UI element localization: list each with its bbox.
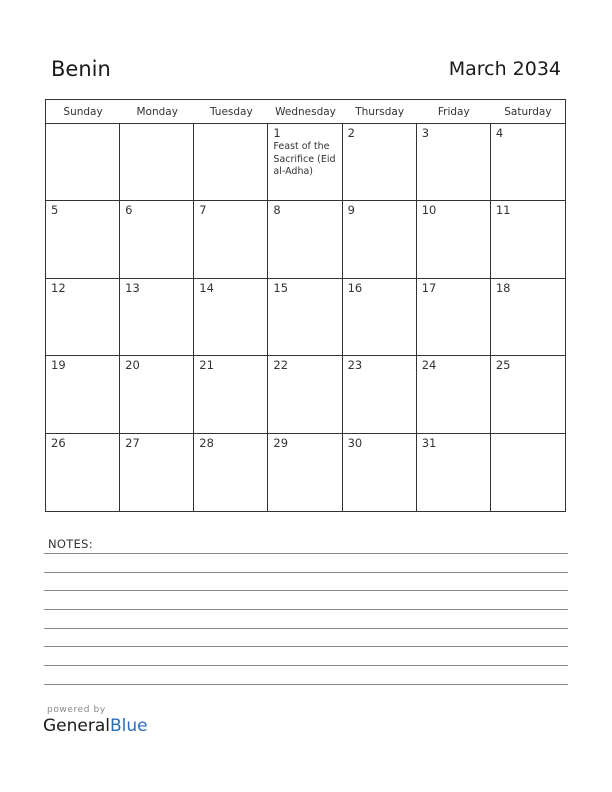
- day-cell: [46, 201, 120, 278]
- note-line: [44, 609, 568, 610]
- day-cell: [46, 279, 120, 356]
- day-cell: [491, 434, 565, 511]
- generalblue-logo: [43, 716, 148, 736]
- day-cell: [194, 356, 268, 433]
- day-number: 16: [347, 280, 363, 295]
- day-number: 23: [347, 358, 363, 373]
- day-number: 7: [199, 203, 207, 218]
- logo-general: General: [43, 716, 110, 736]
- day-cell: [120, 279, 194, 356]
- day-cell: [268, 434, 342, 511]
- day-number: 9: [347, 203, 355, 218]
- day-cell: [417, 434, 491, 511]
- calendar-days: [46, 124, 565, 511]
- day-number: 18: [495, 280, 511, 295]
- day-cell: [194, 279, 268, 356]
- day-cell: [120, 356, 194, 433]
- day-cell: [46, 356, 120, 433]
- day-number: 6: [125, 203, 133, 218]
- day-cell: [491, 124, 565, 201]
- note-line: [44, 665, 568, 666]
- weekday-wednesday: Wednesday: [275, 106, 336, 118]
- day-cell: [417, 201, 491, 278]
- weekday-sunday: Sunday: [63, 106, 103, 118]
- note-line: [44, 590, 568, 591]
- day-cell: [268, 279, 342, 356]
- day-cell: [120, 124, 194, 201]
- day-number: 19: [51, 358, 66, 373]
- day-cell: [194, 434, 268, 511]
- day-cell: [120, 434, 194, 511]
- day-cell: [268, 124, 342, 201]
- day-number: 28: [199, 435, 214, 450]
- holiday-event: Feast of the Sacrifice (Eid al-Adha): [273, 141, 336, 177]
- day-number: 1: [273, 126, 281, 140]
- day-number: 31: [421, 435, 437, 450]
- notes-label: NOTES:: [48, 537, 93, 551]
- day-number: 24: [421, 358, 437, 373]
- day-number: 2: [347, 126, 355, 140]
- weekday-header-row: [46, 100, 565, 124]
- powered-by-text: powered by: [47, 705, 106, 715]
- day-cell: [268, 356, 342, 433]
- day-cell: [343, 279, 417, 356]
- day-number: 12: [51, 280, 66, 295]
- weekday-tuesday: Tuesday: [209, 106, 253, 118]
- day-number: 11: [495, 203, 511, 218]
- day-number: 15: [273, 280, 289, 295]
- note-line: [44, 684, 568, 685]
- day-number: 21: [199, 358, 214, 373]
- weekday-monday: Monday: [136, 106, 178, 118]
- day-number: 17: [421, 280, 437, 295]
- calendar-grid: [45, 99, 566, 512]
- day-number: 30: [347, 435, 363, 450]
- month-title: March 2034: [448, 58, 561, 80]
- day-number: 4: [495, 126, 504, 140]
- day-number: 14: [199, 280, 214, 295]
- day-number: 3: [421, 126, 430, 140]
- day-cell: [343, 356, 417, 433]
- weekday-thursday: Thursday: [355, 106, 405, 118]
- day-cell: [120, 201, 194, 278]
- weekday-saturday: Saturday: [504, 106, 552, 118]
- note-line: [44, 572, 568, 573]
- day-number: 5: [51, 203, 59, 218]
- day-number: 8: [273, 203, 281, 218]
- day-cell: [194, 124, 268, 201]
- day-number: 22: [273, 358, 289, 373]
- day-cell: [417, 124, 491, 201]
- day-number: 29: [273, 435, 289, 450]
- day-cell: [417, 279, 491, 356]
- day-cell: [194, 201, 268, 278]
- day-cell: [343, 434, 417, 511]
- day-cell: [491, 279, 565, 356]
- day-number: 20: [125, 358, 140, 373]
- logo-blue: Blue: [110, 716, 148, 736]
- day-number: 27: [125, 435, 140, 450]
- day-cell: [268, 201, 342, 278]
- day-cell: [46, 124, 120, 201]
- weekday-friday: Friday: [437, 106, 470, 118]
- note-line: [44, 553, 568, 554]
- note-line: [44, 646, 568, 647]
- day-number: 13: [125, 280, 140, 295]
- day-number: 26: [51, 435, 66, 450]
- note-line: [44, 628, 568, 629]
- day-cell: [343, 124, 417, 201]
- day-cell: [491, 356, 565, 433]
- day-cell: [343, 201, 417, 278]
- day-number: 25: [495, 358, 511, 373]
- day-number: 10: [421, 203, 437, 218]
- day-cell: [417, 356, 491, 433]
- country-title: Benin: [51, 57, 111, 81]
- day-cell: [491, 201, 565, 278]
- day-cell: [46, 434, 120, 511]
